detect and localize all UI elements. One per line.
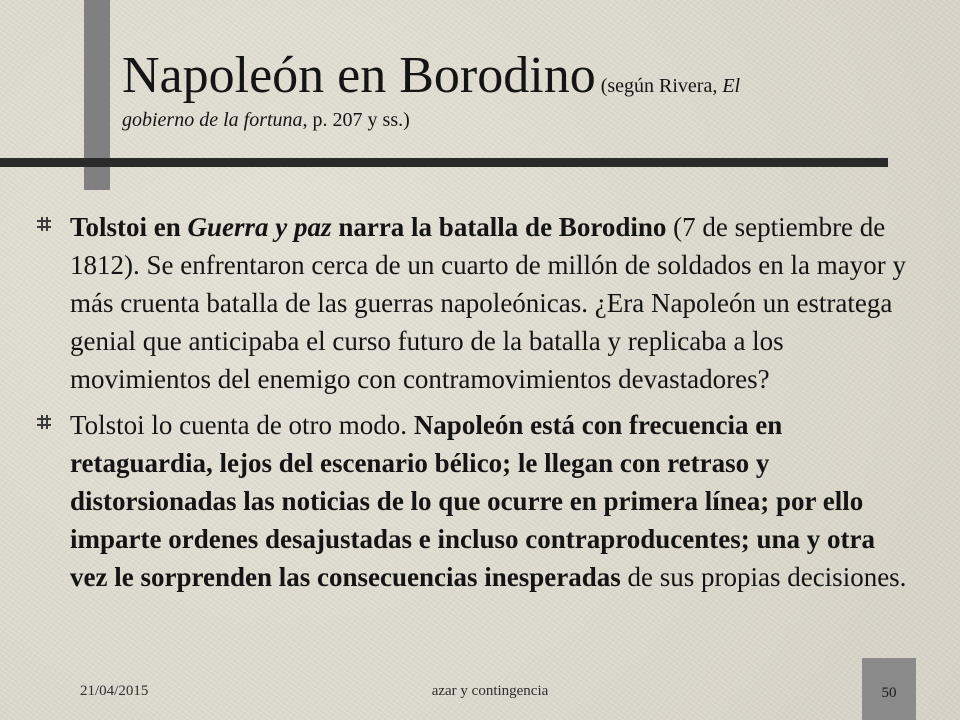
footer-date: 21/04/2015	[80, 683, 149, 699]
title-sub-d: , p. 207 y ss.)	[302, 109, 410, 131]
title-sub-a: (según Rivera,	[595, 75, 723, 97]
title-underline-bar	[0, 158, 888, 167]
footer-center-text: azar y contingencia	[431, 683, 549, 699]
slide-body	[36, 208, 916, 604]
page-number-box: 50	[862, 658, 916, 720]
bullet-text-segment: (7 de septiembre de 1812). Se enfrentaron cerca de un cuarto de millón de soldados en la mayor y más cruenta batalla de las guerras napoleónicas. ¿Era Napoleón un estratega genial que anticipaba el curso futuro de la batalla y replicaba a los movimientos del enemigo con contramovimientos devastadores?	[70, 212, 906, 394]
bullet-text-segment: de sus propias decisiones.	[620, 562, 907, 592]
title-main: Napoleón en Borodino	[122, 47, 596, 104]
title-sub-c: gobierno de la fortuna	[122, 109, 303, 131]
bullet-text-segment: Tolstoi en	[70, 212, 188, 242]
hash-bullet-icon	[36, 414, 52, 430]
bullet-text-segment: Tolstoi lo cuenta de otro modo.	[70, 410, 414, 440]
title-sub-b: El	[722, 75, 741, 97]
hash-bullet-icon	[36, 216, 52, 232]
bullet-text-segment: Guerra y paz	[187, 212, 332, 242]
title-second-line	[122, 110, 922, 130]
bullet-text-segment: narra la batalla de Borodino	[331, 212, 667, 242]
slide-title	[122, 47, 922, 131]
bullet-text-segment: Napoleón está con frecuencia en retaguardia, lejos del escenario bélico; le llegan con retraso y distorsionadas las noticias de lo que ocurre en primera línea; por ello imparte ordenes desajustadas e incluso contraproducentes; una y otra vez le sorprenden las consecuencias inesperadas	[70, 410, 875, 592]
bullet-item	[36, 208, 916, 398]
bullet-item	[36, 406, 916, 596]
